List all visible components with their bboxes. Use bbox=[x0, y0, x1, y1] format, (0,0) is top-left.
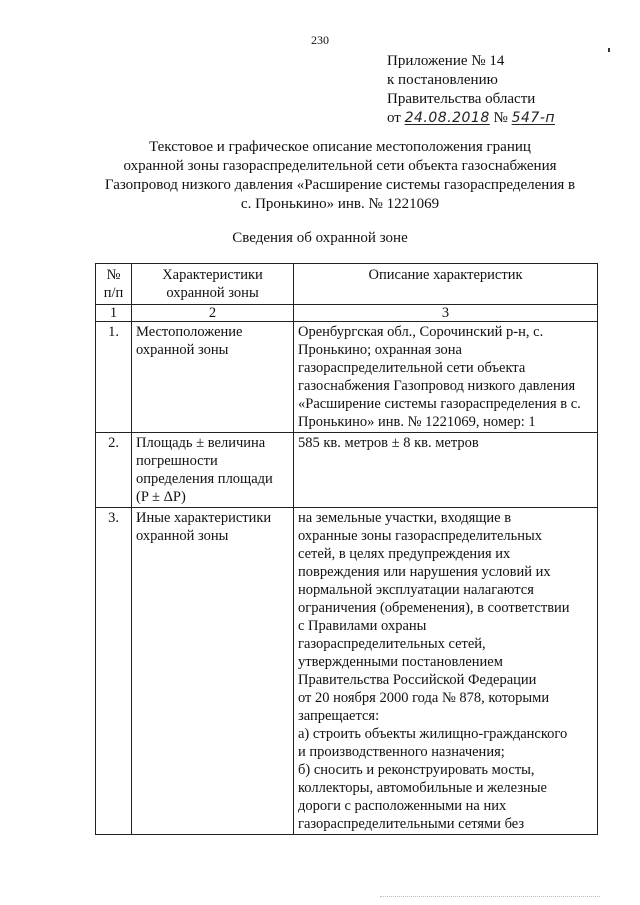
section-title: Сведения об охранной зоне bbox=[232, 230, 408, 246]
appendix-line-1: Приложение № 14 bbox=[387, 53, 505, 69]
description-line: от 20 ноября 2000 года № 878, которыми bbox=[298, 690, 550, 706]
table-index-row bbox=[96, 305, 598, 322]
description-line: сетей, в целях предупреждения их bbox=[298, 546, 511, 562]
row-description: 585 кв. метров ± 8 кв. метров bbox=[294, 433, 598, 508]
row-description bbox=[294, 508, 598, 835]
number-prefix: № bbox=[493, 110, 508, 126]
table-row bbox=[96, 433, 598, 508]
description-line: запрещается: bbox=[298, 708, 380, 724]
description-line: и производственного назначения; bbox=[298, 744, 505, 760]
row-description: Оренбургская обл., Сорочинский р-н, с. Пронькино; охранная зона газораспределительной сети объекта газоснабжения Газопровод низкого давления «Расширение системы газораспределения в с. Пронькино» инв. № 1221069, номер: 1 bbox=[294, 322, 598, 433]
description-line: Правительства Российской Федерации bbox=[298, 672, 537, 688]
description-line: дороги с расположенными на них bbox=[298, 798, 507, 814]
description-line: охранные зоны газораспределительных bbox=[298, 528, 543, 544]
scan-mark bbox=[608, 48, 610, 52]
row-number: 1. bbox=[96, 322, 132, 433]
row-characteristic: Иные характеристики охранной зоны bbox=[132, 508, 294, 835]
title-line-4: с. Пронькино» инв. № 1221069 bbox=[240, 196, 440, 212]
row-characteristic: Площадь ± величина погрешности определения площади (P ± ΔP) bbox=[132, 433, 294, 508]
description-line: коллекторы, автомобильные и железные bbox=[298, 780, 547, 796]
page-number: 230 bbox=[311, 33, 329, 47]
index-cell-1: 1 bbox=[96, 305, 132, 322]
row-number: 2. bbox=[96, 433, 132, 508]
handwritten-date: 24.08.2018 bbox=[404, 110, 490, 126]
description-line: ограничения (обременения), в соответствии bbox=[298, 600, 570, 616]
row-number: 3. bbox=[96, 508, 132, 835]
description-line: с Правилами охраны bbox=[298, 618, 427, 634]
table-row bbox=[96, 322, 598, 433]
protection-zone-table bbox=[95, 263, 598, 835]
title-line-2: охранной зоны газораспределительной сети объекта газоснабжения bbox=[123, 158, 557, 174]
description-line: газораспределительных сетей, bbox=[298, 636, 486, 652]
scan-artifact bbox=[380, 896, 600, 899]
document-title bbox=[60, 138, 620, 214]
appendix-line-3: Правительства области bbox=[387, 91, 536, 107]
header-description: Описание характеристик bbox=[294, 264, 598, 305]
index-cell-2: 2 bbox=[132, 305, 294, 322]
description-line: повреждения или нарушения условий их bbox=[298, 564, 551, 580]
description-line: а) строить объекты жилищно-гражданского bbox=[298, 726, 568, 742]
description-line: утвержденными постановлением bbox=[298, 654, 503, 670]
date-prefix: от bbox=[387, 110, 401, 126]
appendix-date-line bbox=[387, 109, 555, 128]
title-line-1: Текстовое и графическое описание местоположения границ bbox=[149, 139, 531, 155]
table-header-row bbox=[96, 264, 598, 305]
table-row bbox=[96, 508, 598, 835]
title-line-3: Газопровод низкого давления «Расширение системы газораспределения в bbox=[104, 177, 576, 193]
header-num: № п/п bbox=[96, 264, 132, 305]
index-cell-3: 3 bbox=[294, 305, 598, 322]
description-line: газораспределительными сетями без bbox=[298, 816, 525, 832]
appendix-line-2: к постановлению bbox=[387, 72, 498, 88]
description-line: нормальной эксплуатации налагаются bbox=[298, 582, 534, 598]
row-characteristic: Местоположение охранной зоны bbox=[132, 322, 294, 433]
appendix-block bbox=[387, 52, 555, 128]
handwritten-number: 547-п bbox=[511, 110, 556, 126]
description-line: б) сносить и реконструировать мосты, bbox=[298, 762, 535, 778]
header-characteristic: Характеристики охранной зоны bbox=[132, 264, 294, 305]
description-line: на земельные участки, входящие в bbox=[298, 510, 512, 526]
